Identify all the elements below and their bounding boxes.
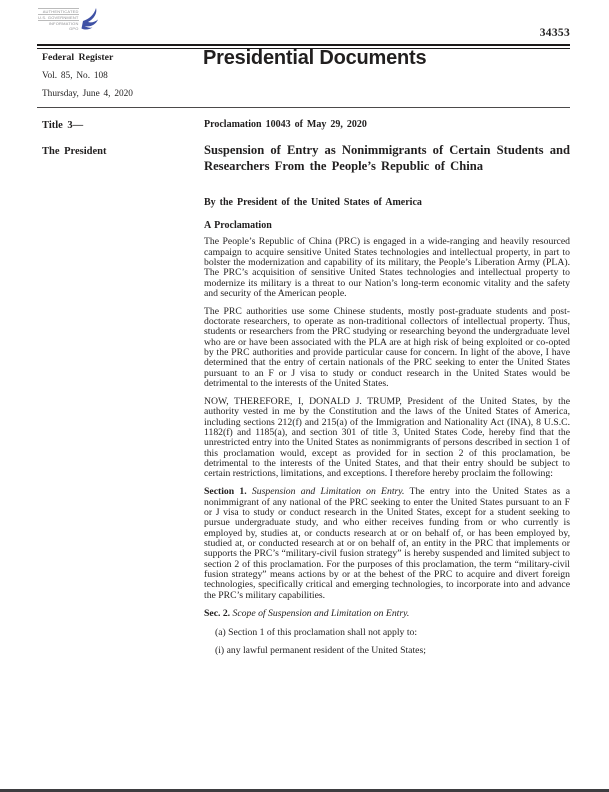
section-2-title: Scope of Suspension and Limitation on Entry.	[230, 607, 410, 619]
gpo-seal-line1: AUTHENTICATED	[38, 8, 79, 14]
masthead-volume: Vol. 85, No. 108	[42, 71, 108, 81]
document-body	[204, 119, 570, 656]
section-2-label: Sec. 2.	[204, 607, 231, 619]
masthead-publication: Federal Register	[42, 52, 114, 63]
sidebar-title-label: Title 3—	[42, 120, 84, 131]
clause-a: (a) Section 1 of this proclamation shall not apply to:	[215, 627, 418, 639]
page-number: 34353	[539, 27, 570, 39]
masthead-section-title: Presidential Documents	[203, 47, 427, 69]
clause-i: (i) any lawful permanent resident of the United States;	[215, 644, 426, 656]
proclamation-heading: Proclamation 10043 of May 29, 2020	[204, 119, 367, 130]
header-single-rule	[37, 107, 570, 108]
paragraph-2: The PRC authorities use some Chinese students, mostly post-graduate students and post-doctorate researchers, to operate as non-traditional collectors of intellectual property. Thus, students or researchers from the PRC studying or researching beyond the undergraduate level who are or have been associated with the PLA are at high risk of being exploited or co-opted by the PRC authorities and provide particular cause for concern. In light of the above, I have determined that the entry of certain nationals of the PRC seeking to enter the United States pursuant to an F or J visa to study or conduct research in the United States would be detrimental to the interests of the United States.	[204, 305, 570, 390]
section-1-paragraph	[204, 487, 570, 601]
paragraph-3: NOW, THEREFORE, I, DONALD J. TRUMP, President of the United States, by the authority vested in me by the Constitution and the laws of the United States of America, including sections 212(f) and 215(a) of the Immigration and Nationality Act (INA), 8 U.S.C. 1182(f) and 1185(a), and section 301 of title 3, United States Code, hereby find that the unrestricted entry into the United States as nonimmigrants of persons described in section 1 of this proclamation would, except as provided for in section 2 of this proclamation, be detrimental to the interests of the United States, and that their entry should be subject to certain restrictions, limitations, and exceptions. I therefore hereby proclaim the following:	[204, 396, 570, 480]
section-1-title: Suspension and Limitation on Entry.	[246, 486, 405, 498]
section-1-label: Section 1.	[204, 486, 247, 498]
masthead	[42, 52, 192, 99]
sidebar-authority: The President	[42, 146, 107, 157]
gpo-seal-line4: GPO	[69, 26, 79, 31]
document-title: Suspension of Entry as Nonimmigrants of Certain Students and Researchers From the People’s Republic of China	[204, 143, 570, 173]
section-2-heading	[204, 609, 570, 619]
gpo-eagle-swoosh-icon	[80, 6, 100, 37]
section-1-text: The entry into the United States as a nonimmigrant of any national of the PRC seeking to enter the United States pursuant to an F or J visa to study or conduct research in the United States, except for a student seeking to pursue undergraduate study, and who either receives funding from or who currently is employed by, studies at, or conducts research at or on behalf of, or has been employed by, studied at, or conducted research at or on behalf of, an entity in the PRC that implements or supports the PRC’s “military-civil fusion strategy” is hereby suspended and limited subject to section 2 of this proclamation. For the purposes of this proclamation, the term “military-civil fusion strategy” means actions by or at the behest of the PRC to acquire and divert foreign technologies, specifically critical and emerging technologies, to incorporate into and advance the PRC’s military capabilities.	[204, 486, 570, 601]
gpo-seal-text	[38, 8, 79, 31]
gpo-seal-line2: U.S. GOVERNMENT	[38, 15, 79, 20]
gpo-seal-line3: INFORMATION	[38, 20, 79, 26]
masthead-date: Thursday, June 4, 2020	[42, 89, 133, 99]
proclamation-subheading: A Proclamation	[204, 220, 272, 232]
gpo-authenticated-seal	[38, 8, 100, 37]
sidebar	[42, 120, 192, 157]
byline: By the President of the United States of America	[204, 197, 422, 209]
paragraph-1: The People’s Republic of China (PRC) is engaged in a wide-ranging and heavily resourced campaign to acquire sensitive United States technologies and intellectual property, in part to bolster the modernization and capability of its military, the People’s Liberation Army (PLA). The PRC’s acquisition of sensitive United States technologies and intellectual property to modernize its military is a threat to our Nation’s long-term economic vitality and the safety and security of the American people.	[204, 236, 570, 299]
